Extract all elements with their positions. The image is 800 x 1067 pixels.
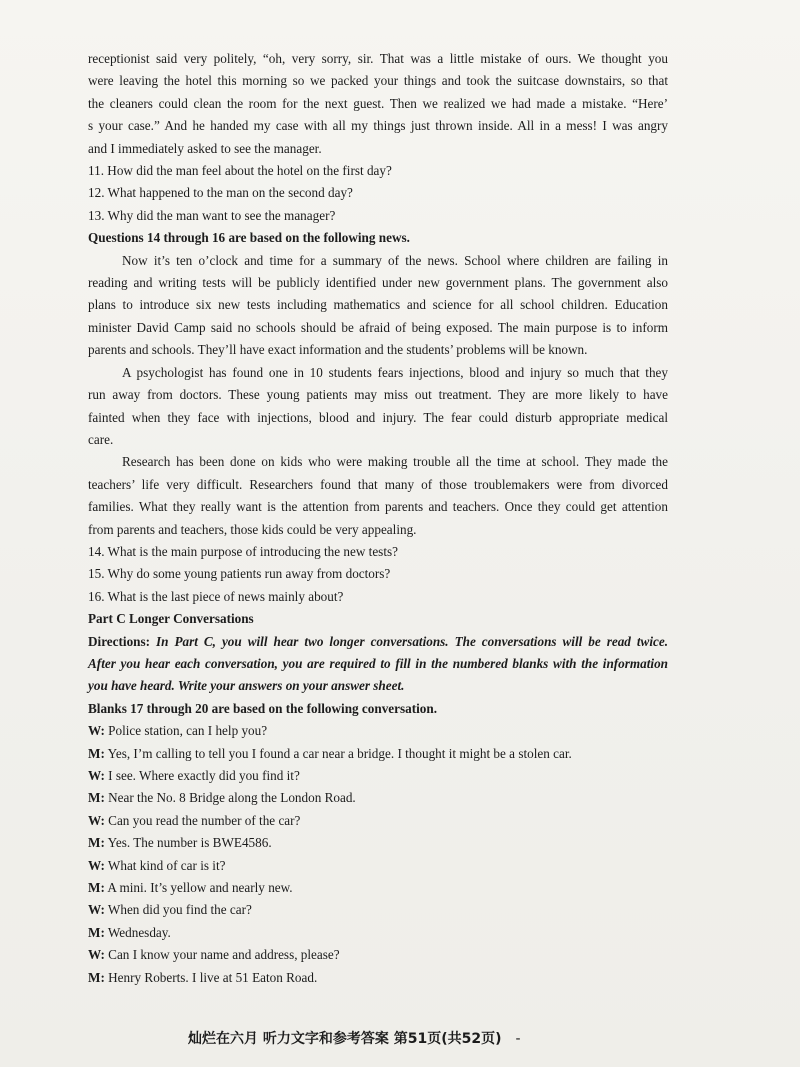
footer-text: 灿烂在六月 听力文字和参考答案 第51页(共52页)	[188, 1031, 502, 1047]
dialogue-line	[88, 832, 668, 854]
dialogue-text: Wednesday.	[104, 924, 171, 940]
dialogue-line	[88, 855, 668, 877]
dialogue-text: What kind of car is it?	[104, 857, 226, 873]
dialogue-line	[88, 743, 668, 765]
text-line: s your case.” And he handed my case with all my things just thrown inside. All in a mess! I was angry	[88, 118, 668, 134]
question-list-14-16	[88, 541, 668, 608]
dialogue-line	[88, 877, 668, 899]
text-line: minister David Camp said no schools should be afraid of being exposed. The main purpose is to inform	[88, 319, 668, 335]
news-paragraph-2	[88, 362, 668, 452]
conversation-transcript	[88, 720, 668, 989]
text-line: run away from doctors. These young patients may miss out treatment. They are more likely to have	[88, 387, 668, 403]
question-item: 14. What is the main purpose of introducing the new tests?	[88, 543, 398, 559]
question-list-11-13	[88, 160, 668, 227]
dialogue-line	[88, 765, 668, 787]
dialogue-line	[88, 787, 668, 809]
question-item: 12. What happened to the man on the second day?	[88, 185, 353, 201]
speaker-label: M:	[88, 790, 105, 806]
dialogue-text: Can I know your name and address, please?	[104, 947, 340, 963]
dialogue-line	[88, 720, 668, 742]
question-item: 13. Why did the man want to see the manager?	[88, 207, 336, 223]
section-heading-17-20: Blanks 17 through 20 are based on the following conversation.	[88, 700, 438, 716]
question-item: 16. What is the last piece of news mainly about?	[88, 588, 344, 604]
speaker-label: W:	[88, 902, 105, 918]
text-line: parents and schools. They’ll have exact information and the students’ problems will be known.	[88, 342, 588, 358]
dialogue-text: Police station, can I help you?	[104, 723, 268, 739]
news-paragraph-3	[88, 451, 668, 541]
dialogue-line	[88, 922, 668, 944]
text-line: plans to introduce six new tests including mathematics and science for all school children. Education	[88, 297, 668, 313]
dialogue-text: Can you read the number of the car?	[104, 812, 301, 828]
dialogue-line	[88, 967, 668, 989]
speaker-label: W:	[88, 723, 105, 739]
text-line: reading and writing tests will be publicly identified under new government plans. The government also	[88, 275, 668, 291]
dialogue-line	[88, 810, 668, 832]
part-c-title: Part C Longer Conversations	[88, 611, 254, 627]
directions-line: you have heard. Write your answers on your answer sheet.	[88, 678, 405, 694]
page-footer	[188, 1028, 521, 1048]
dialogue-text: A mini. It’s yellow and nearly new.	[104, 880, 293, 896]
text-line: Now it’s ten o’clock and time for a summary of the news. School where children are failing in	[122, 252, 668, 268]
section-heading-14-16: Questions 14 through 16 are based on the following news.	[88, 230, 410, 246]
text-line: teachers’ life very difficult. Researchers found that many of those troublemakers were from divorced	[88, 476, 668, 492]
dialogue-text: Yes. The number is BWE4586.	[104, 835, 272, 851]
dialogue-text: Near the No. 8 Bridge along the London Road.	[104, 790, 356, 806]
speaker-label: W:	[88, 768, 105, 783]
page-content	[88, 48, 668, 989]
text-line: from parents and teachers, those kids could be very appealing.	[88, 521, 417, 537]
speaker-label: M:	[88, 835, 105, 851]
text-line: Research has been done on kids who were making trouble all the time at school. They made the	[122, 454, 668, 470]
directions-text: In Part C, you will hear two longer conversations. The conversations will be read twice.	[150, 633, 668, 649]
text-line: care.	[88, 431, 114, 447]
text-line: A psychologist has found one in 10 students fears injections, blood and injury so much that they	[122, 364, 668, 380]
text-line: families. What they really want is the attention from parents and teachers. Once they could get attention	[88, 499, 668, 515]
dialogue-text: When did you find the car?	[104, 902, 252, 918]
news-paragraph-1	[88, 250, 668, 362]
question-item: 11. How did the man feel about the hotel on the first day?	[88, 163, 392, 179]
speaker-label: M:	[88, 880, 105, 896]
speaker-label: M:	[88, 745, 105, 761]
text-line: the cleaners could clean the room for the next guest. Then we realized we had made a mistake. “Here’	[88, 95, 668, 111]
directions-block	[88, 631, 668, 698]
dialogue-line	[88, 899, 668, 921]
dialogue-line	[88, 944, 668, 966]
dialogue-text: I see. Where exactly did you find it?	[104, 768, 300, 783]
footer-dash: -	[515, 1031, 521, 1047]
text-line: and I immediately asked to see the manager.	[88, 140, 322, 156]
text-line: receptionist said very politely, “oh, very sorry, sir. That was a little mistake of ours. We thought you	[88, 51, 668, 66]
directions-line	[88, 631, 668, 653]
dialogue-text: Henry Roberts. I live at 51 Eaton Road.	[104, 969, 318, 985]
speaker-label: W:	[88, 812, 105, 828]
directions-line: After you hear each conversation, you are required to fill in the numbered blanks with the information	[88, 655, 668, 671]
question-item: 15. Why do some young patients run away from doctors?	[88, 566, 391, 582]
speaker-label: M:	[88, 969, 105, 985]
dialogue-text: Yes, I’m calling to tell you I found a car near a bridge. I thought it might be a stolen car.	[104, 745, 572, 761]
directions-label: Directions:	[88, 633, 151, 649]
paragraph-receptionist	[88, 48, 668, 160]
speaker-label: W:	[88, 857, 105, 873]
text-line: were leaving the hotel this morning so we packed your things and took the suitcase downstairs, so that	[88, 73, 668, 89]
text-line: fainted when they face with injections, blood and injury. The fear could disturb appropriate medical	[88, 409, 668, 425]
speaker-label: W:	[88, 947, 105, 963]
speaker-label: M:	[88, 924, 105, 940]
